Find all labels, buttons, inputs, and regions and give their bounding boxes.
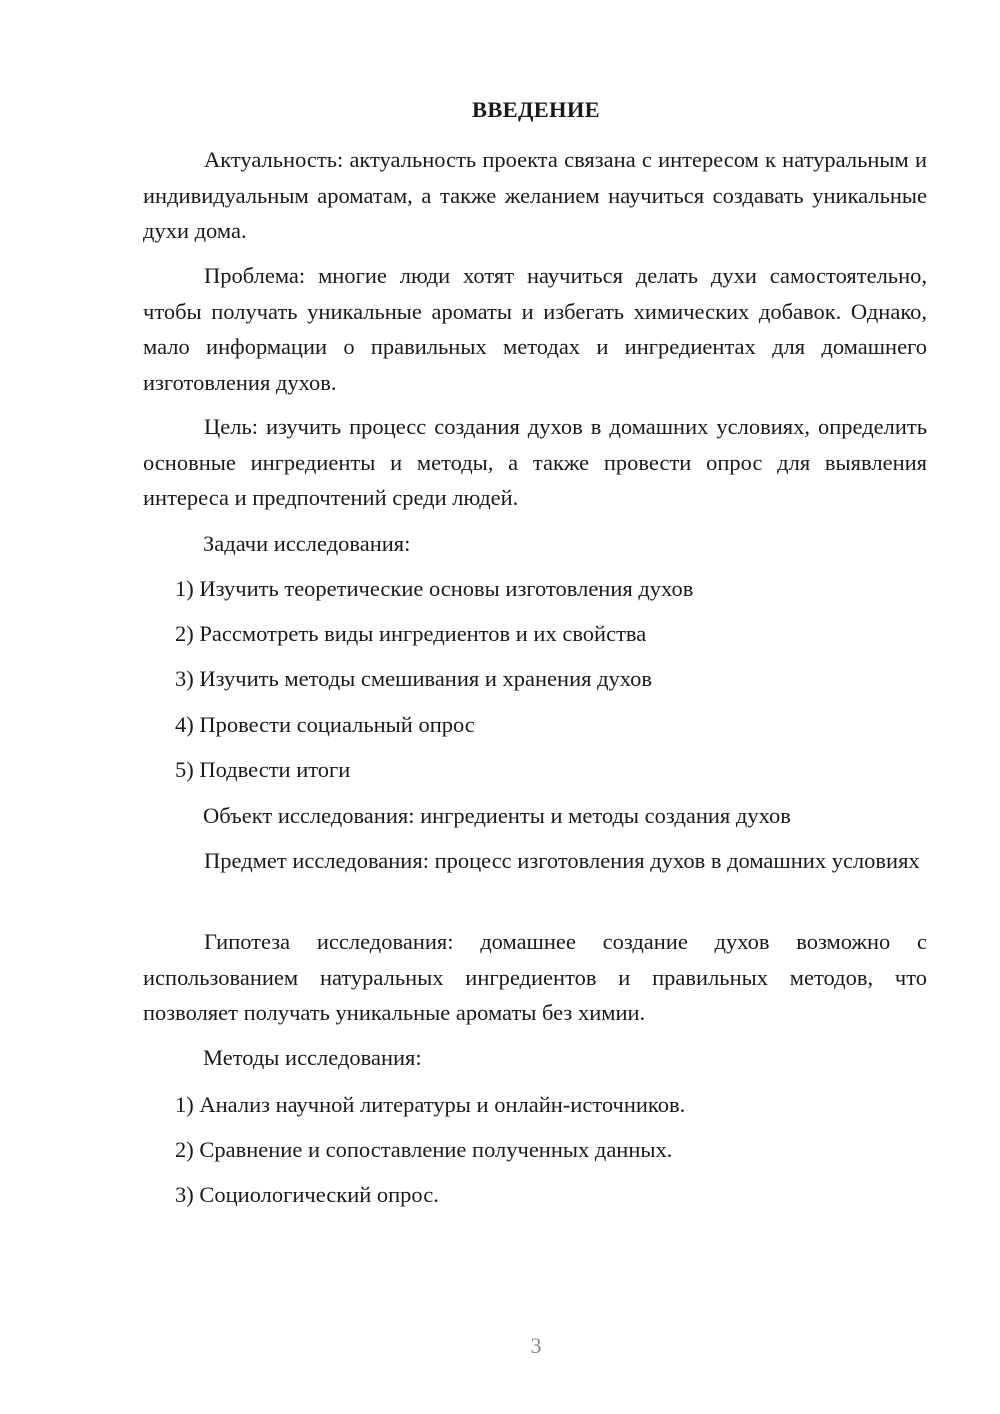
paragraph-hypothesis: Гипотеза исследования: домашнее создание духов возможно с использованием натуральных ингредиентов и правильных методов, что позволяет получать уникальные ароматы без химии. (143, 929, 927, 1025)
task-item-3: 3) Изучить методы смешивания и хранения духов (175, 666, 653, 691)
method-item-2: 2) Сравнение и сопоставление полученных данных. (175, 1137, 673, 1162)
paragraph-problem: Проблема: многие люди хотят научиться делать духи самостоятельно, чтобы получать уникальные ароматы и избегать химических добавок. Однако, мало информации о правильных методах и ингредиентах для домашнего изготовления духов. (143, 263, 927, 395)
page-number: 3 (530, 1333, 542, 1358)
paragraph-subject: Предмет исследования: процесс изготовления духов в домашних условиях (204, 848, 920, 873)
method-item-1: 1) Анализ научной литературы и онлайн-источников. (175, 1092, 686, 1117)
task-item-4: 4) Провести социальный опрос (175, 712, 475, 737)
task-item-2: 2) Рассмотреть виды ингредиентов и их свойства (175, 621, 647, 646)
tasks-heading: Задачи исследования: (203, 531, 411, 556)
task-item-5: 5) Подвести итоги (175, 757, 351, 782)
section-title: ВВЕДЕНИЕ (472, 97, 600, 122)
research-object: Объект исследования: ингредиенты и методы создания духов (203, 803, 791, 828)
task-item-1: 1) Изучить теоретические основы изготовления духов (175, 576, 694, 601)
paragraph-goal: Цель: изучить процесс создания духов в домашних условиях, определить основные ингредиенты и методы, а также провести опрос для выявления интереса и предпочтений среди людей. (143, 414, 927, 510)
methods-heading: Методы исследования: (203, 1045, 422, 1070)
method-item-3: 3) Социологический опрос. (175, 1182, 439, 1207)
paragraph-relevance: Актуальность: актуальность проекта связана с интересом к натуральным и индивидуальным ароматам, а также желанием научиться создавать уникальные духи дома. (143, 147, 927, 243)
